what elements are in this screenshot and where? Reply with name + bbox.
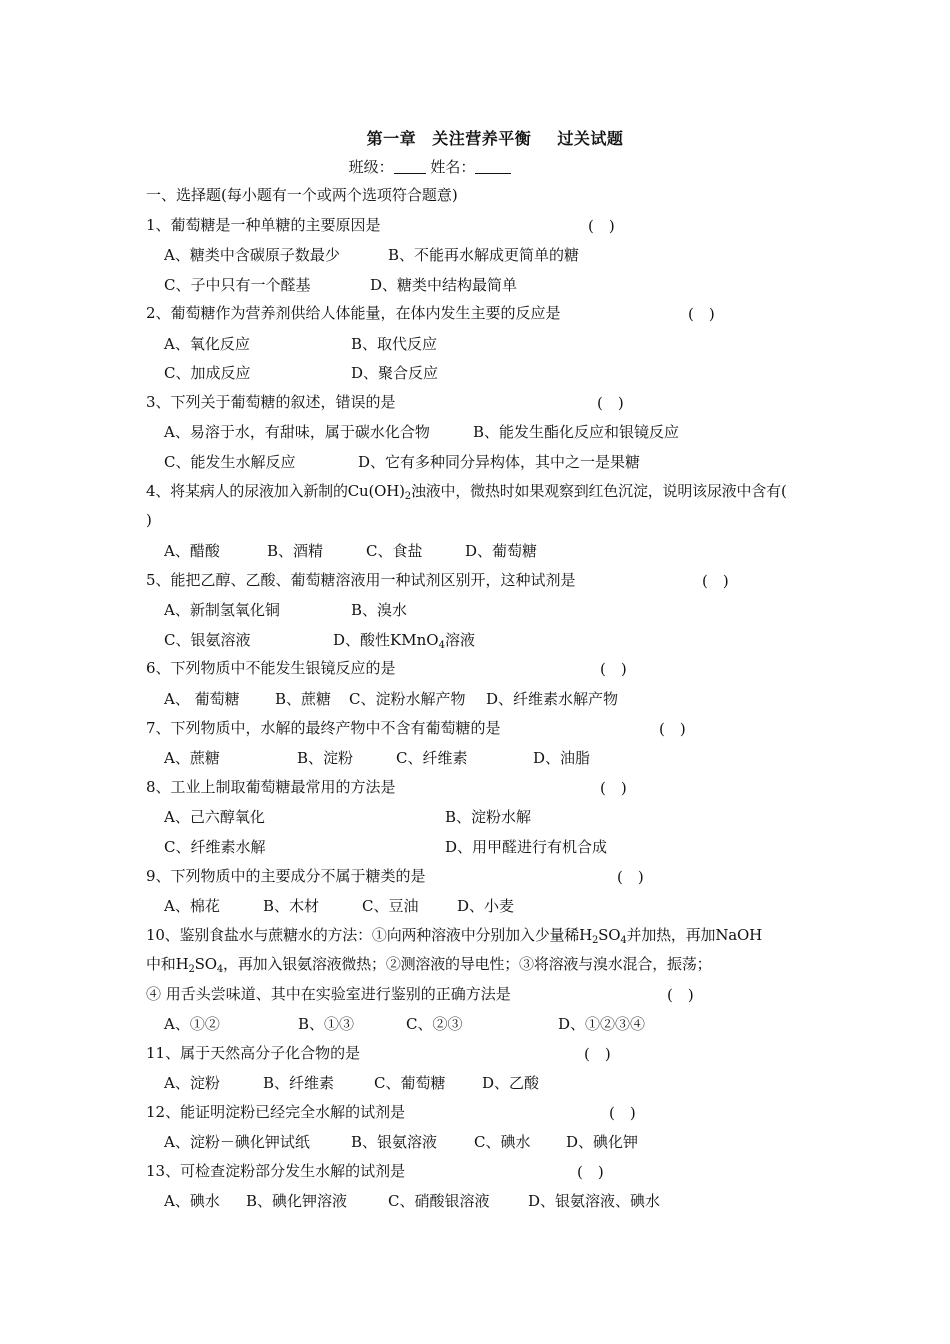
option-9-c: C、豆油: [362, 897, 419, 915]
option-8-a: A、己六醇氧化: [164, 808, 265, 826]
question-4-stem: 4、将某病人的尿液加入新制的$Cu(OH)_2$浊液中，微热时如果观察到红色沉淀，说明该尿液中含有(: [146, 482, 787, 502]
option-2-b: B、取代反应: [351, 335, 438, 353]
option-7-a: A、蔗糖: [164, 749, 220, 767]
option-8-d: D、用甲醛进行有机合成: [445, 838, 608, 856]
question-10-stem-line2: 中和$H_2SO_4$，再加入银氨溶液微热；②测溶液的导电性；③将溶液与溴水混合，振荡；: [146, 955, 712, 975]
answer-paren-13[interactable]: ( ): [577, 1163, 604, 1181]
question-1-stem: 1、葡萄糖是一种单糖的主要原因是: [146, 216, 381, 234]
option-4-d: D、葡萄糖: [465, 542, 538, 560]
option-7-d: D、油脂: [533, 749, 591, 767]
name-label: 姓名：: [430, 158, 476, 176]
answer-paren-5[interactable]: ( ): [702, 572, 729, 590]
option-5-d: D、酸性KMnO$_4$溶液: [333, 631, 475, 651]
question-9-stem: 9、下列物质中的主要成分不属于糖类的是: [146, 867, 426, 885]
name-blank[interactable]: [475, 159, 511, 174]
option-6-a: A、 葡萄糖: [164, 690, 240, 708]
option-5-b: B、溴水: [351, 601, 408, 619]
answer-paren-11[interactable]: ( ): [584, 1045, 611, 1063]
question-4-stem-cont: ): [146, 511, 152, 529]
option-4-c: C、食盐: [366, 542, 423, 560]
option-1-a: A、糖类中含碳原子数最少: [164, 246, 340, 264]
option-11-c: C、葡萄糖: [374, 1074, 446, 1092]
option-13-d: D、银氨溶液、碘水: [528, 1192, 661, 1210]
option-5-a: A、新制氢氧化铜: [164, 601, 280, 619]
class-blank[interactable]: [394, 159, 426, 174]
option-2-a: A、氧化反应: [164, 335, 250, 353]
question-13-stem: 13、可检查淀粉部分发生水解的试剂是: [146, 1162, 406, 1180]
option-13-c: C、硝酸银溶液: [388, 1192, 490, 1210]
option-12-c: C、碘水: [474, 1133, 531, 1151]
question-11-stem: 11、属于天然高分子化合物的是: [146, 1044, 361, 1062]
option-11-b: B、纤维素: [263, 1074, 335, 1092]
title-chapter: 第一章: [366, 129, 417, 148]
option-9-d: D、小麦: [457, 897, 515, 915]
answer-paren-8[interactable]: ( ): [600, 779, 627, 797]
option-8-c: C、纤维素水解: [164, 838, 266, 856]
question-3-stem: 3、下列关于葡萄糖的叙述，错误的是: [146, 393, 396, 411]
option-7-c: C、纤维素: [396, 749, 468, 767]
option-3-c: C、能发生水解反应: [164, 453, 296, 471]
option-3-a: A、易溶于水，有甜味，属于碳水化合物: [164, 423, 430, 441]
option-9-b: B、木材: [263, 897, 320, 915]
option-6-c: C、淀粉水解产物: [349, 690, 466, 708]
question-2-stem: 2、葡萄糖作为营养剂供给人体能量，在体内发生主要的反应是: [146, 304, 561, 322]
question-10-stem-line1: 10、鉴别食盐水与蔗糖水的方法：①向两种溶液中分别加入少量稀$H_2SO_4$并加热，再加NaOH: [146, 926, 762, 946]
answer-paren-7[interactable]: ( ): [659, 720, 686, 738]
option-1-d: D、糖类中结构最简单: [370, 276, 518, 294]
option-10-d: D、①②③④: [558, 1015, 646, 1033]
title-test: 过关试题: [557, 129, 624, 148]
option-6-b: B、蔗糖: [275, 690, 332, 708]
answer-paren-3[interactable]: ( ): [597, 394, 624, 412]
option-8-b: B、淀粉水解: [445, 808, 532, 826]
answer-paren-10[interactable]: ( ): [667, 986, 694, 1004]
option-10-b: B、①③: [298, 1015, 355, 1033]
option-6-d: D、纤维素水解产物: [486, 690, 619, 708]
answer-paren-6[interactable]: ( ): [600, 660, 627, 678]
question-7-stem: 7、下列物质中，水解的最终产物中不含有葡萄糖的是: [146, 719, 501, 737]
option-1-b: B、不能再水解成更简单的糖: [388, 246, 580, 264]
option-5-c: C、银氨溶液: [164, 631, 251, 649]
option-13-b: B、碘化钾溶液: [246, 1192, 348, 1210]
option-3-b: B、能发生酯化反应和银镜反应: [473, 423, 680, 441]
title-topic: 关注营养平衡: [432, 129, 532, 148]
option-4-b: B、酒精: [267, 542, 324, 560]
question-12-stem: 12、能证明淀粉已经完全水解的试剂是: [146, 1103, 406, 1121]
question-10-stem-line3: ④ 用舌头尝味道、其中在实验室进行鉴别的正确方法是: [146, 985, 511, 1003]
option-3-d: D、它有多种同分异构体，其中之一是果糖: [358, 453, 641, 471]
option-2-d: D、聚合反应: [351, 364, 439, 382]
option-10-a: A、①②: [164, 1015, 220, 1033]
answer-paren-1[interactable]: ( ): [588, 217, 615, 235]
section-title: 一、选择题(每小题有一个或两个选项符合题意): [146, 186, 458, 204]
option-4-a: A、醋酸: [164, 542, 220, 560]
question-5-stem: 5、能把乙醇、乙酸、葡萄糖溶液用一种试剂区别开，这种试剂是: [146, 571, 576, 589]
answer-paren-12[interactable]: ( ): [609, 1104, 636, 1122]
option-13-a: A、碘水: [164, 1192, 220, 1210]
option-7-b: B、淀粉: [297, 749, 354, 767]
option-12-b: B、银氨溶液: [351, 1133, 438, 1151]
option-11-a: A、淀粉: [164, 1074, 220, 1092]
option-2-c: C、加成反应: [164, 364, 251, 382]
page-title: [0, 126, 950, 149]
option-9-a: A、棉花: [164, 897, 220, 915]
option-12-a: A、淀粉－碘化钾试纸: [164, 1133, 310, 1151]
question-8-stem: 8、工业上制取葡萄糖最常用的方法是: [146, 778, 396, 796]
option-12-d: D、碘化钾: [566, 1133, 639, 1151]
class-label: 班级：: [348, 158, 394, 176]
answer-paren-2[interactable]: ( ): [688, 305, 715, 323]
option-1-c: C、子中只有一个醛基: [164, 276, 311, 294]
question-6-stem: 6、下列物质中不能发生银镜反应的是: [146, 659, 396, 677]
option-10-c: C、②③: [406, 1015, 463, 1033]
answer-paren-9[interactable]: ( ): [617, 868, 644, 886]
class-name-line: [0, 156, 860, 177]
option-11-d: D、乙酸: [482, 1074, 540, 1092]
